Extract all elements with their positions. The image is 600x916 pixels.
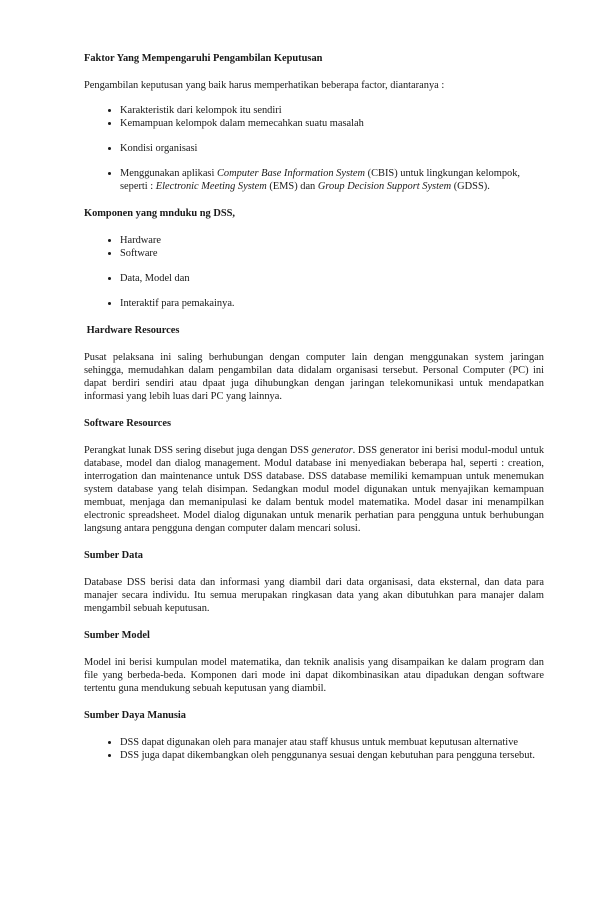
- section-title-hardware: Hardware Resources: [84, 325, 180, 336]
- komponen-list-2: [84, 272, 544, 285]
- list-item: • Software: [120, 247, 544, 260]
- text-span: Perangkat lunak DSS sering disebut juga dengan DSS: [84, 445, 312, 456]
- list-item: [120, 167, 544, 193]
- software-body: [84, 444, 544, 535]
- text-span: Menggunakan aplikasi: [120, 168, 217, 179]
- list-item: • DSS juga dapat dikembangkan oleh penggunanya sesuai dengan kebutuhan para pengguna tersebut.: [120, 749, 544, 762]
- list-item: • Kondisi organisasi: [120, 142, 544, 155]
- section-title-sumber-daya: Sumber Daya Manusia: [84, 710, 186, 721]
- section-title-software: Software Resources: [84, 418, 172, 429]
- section-title-sumber-model: Sumber Model: [84, 630, 150, 641]
- faktor-list-2: [84, 142, 544, 155]
- text-span: (EMS) dan: [266, 181, 318, 192]
- list-item: • Data, Model dan: [120, 272, 544, 285]
- text-span: generator: [311, 445, 353, 456]
- text-span: Computer Base Information System: [216, 168, 366, 179]
- komponen-list-3: [84, 297, 544, 310]
- text-span: (GDSS).: [451, 181, 490, 192]
- faktor-list-3: [84, 167, 544, 193]
- sumber-data-body: Database DSS berisi data dan informasi yang diambil dari data organisasi, data eksternal, dan data para manajer secara individu. Itu semua merupakan ringkasan data yang akan dibutuhkan para manajer dalam mengambil sebuah keputusan.: [84, 577, 544, 614]
- list-item: • Interaktif para pemakainya.: [120, 297, 544, 310]
- list-item: • DSS dapat digunakan oleh para manajer atau staff khusus untuk membuat keputusan alternative: [120, 736, 544, 749]
- text-span: Electronic Meeting System: [155, 181, 267, 192]
- hardware-body: Pusat pelaksana ini saling berhubungan dengan computer lain dengan menggunakan system jaringan sehingga, memudahkan dalam pengambilan data didalam organisasi tersebut. Personal Computer (PC) ini dapat berdiri sendiri atau dpaat juga dihubungkan dengan jaringan telekomunikasi untuk mendapatkan informasi yang lebih luas dari PC yang lainnya.: [84, 352, 544, 402]
- text-span: Group Decision Support System: [317, 181, 452, 192]
- text-span: . DSS generator ini berisi modul-modul untuk database, model dan dialog management. Modul database ini menyediakan beberapa hal, seperti : creation, interrogation dan maintenance untuk DSS database. DSS database memiliki kemampuan untuk menemukan system database yang telah disimpan. Sedangkan modul model digunakan untuk menyajikan kemampuan membuat, menjaga dan memanipulasi ke dalam bentuk model matematika. Model dasar ini menampilkan electronic spreadsheet. Model dialog digunakan untuk menarik perhatian para pengguna untuk berhubungan langsung antara pengguna dengan computer dalam mencari solusi.: [84, 445, 545, 534]
- text-span: (CBIS) untuk lingkungan kelompok, seperti :: [120, 168, 521, 192]
- list-item: • Karakteristik dari kelompok itu sendiri: [120, 104, 544, 117]
- section-title-komponen: Komponen yang mnduku ng DSS,: [84, 208, 236, 219]
- list-item: • Hardware: [120, 234, 544, 247]
- section-title-sumber-data: Sumber Data: [84, 550, 143, 561]
- sumber-model-body: Model ini berisi kumpulan model matematika, dan teknik analisis yang disampaikan ke dalam program dan file yang berbeda-beda. Komponen dari mode ini dapat dikombinasikan atau dipadukan dengan software tertentu guna mendukung sebuah keputusan yang diambil.: [84, 657, 544, 694]
- list-item: • Kemampuan kelompok dalam memecahkan suatu masalah: [120, 117, 544, 130]
- section-title-faktor: Faktor Yang Mempengaruhi Pengambilan Keputusan: [84, 53, 323, 64]
- sumber-daya-list: [84, 736, 544, 762]
- faktor-list: [84, 104, 544, 130]
- faktor-intro: Pengambilan keputusan yang baik harus memperhatikan beberapa factor, diantaranya :: [84, 80, 445, 91]
- komponen-list: [84, 234, 544, 260]
